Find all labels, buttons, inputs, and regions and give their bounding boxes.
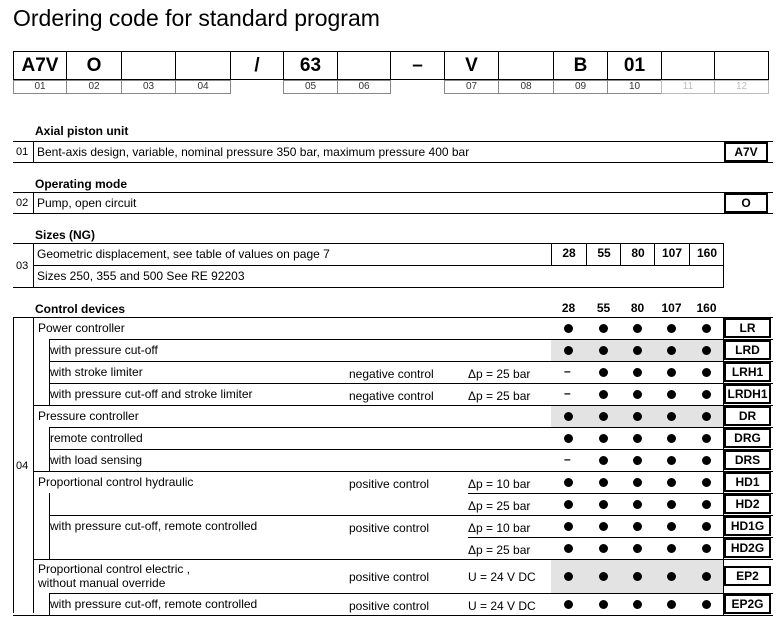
availability-dot <box>667 456 676 465</box>
page-title: Ordering code for standard program <box>13 5 380 31</box>
control-label: with load sensing <box>50 453 143 467</box>
availability-dot <box>564 572 573 581</box>
availability-dot <box>633 500 642 509</box>
code-position-14 <box>714 51 769 80</box>
control-note: positive control <box>349 477 430 491</box>
code-position-number: 03 <box>121 80 176 94</box>
availability-dot <box>667 522 676 531</box>
code-position-2: O <box>66 51 122 80</box>
sizes-desc-2: Sizes 250, 355 and 500 See RE 92203 <box>37 269 245 283</box>
availability-dot <box>667 390 676 399</box>
control-code: LR <box>724 318 771 338</box>
control-label: with pressure cut-off, remote controlled <box>50 597 258 611</box>
code-position-number: 01 <box>13 80 67 94</box>
control-delta: Δp = 25 bar <box>468 389 531 403</box>
availability-dot <box>633 544 642 553</box>
availability-dot <box>599 572 608 581</box>
axial-desc: Bent-axis design, variable, nominal pressure 350 bar, maximum pressure 400 bar <box>37 145 470 159</box>
availability-dot <box>599 346 608 355</box>
code-position-number: 08 <box>498 80 554 94</box>
code-position-number: 06 <box>337 80 391 94</box>
control-note: positive control <box>349 570 430 584</box>
mode-heading: Operating mode <box>35 177 128 191</box>
availability-dot <box>667 368 676 377</box>
availability-dot <box>633 434 642 443</box>
control-row <box>13 339 773 361</box>
control-row <box>13 427 773 449</box>
code-position-6: 63 <box>283 51 338 80</box>
code-position-number <box>230 80 284 94</box>
control-label: with pressure cut-off and stroke limiter <box>50 387 253 401</box>
axial-num: 01 <box>16 146 29 158</box>
availability-dot <box>564 600 573 609</box>
availability-dot <box>702 368 711 377</box>
code-position-number: 04 <box>175 80 231 94</box>
sizes-num: 03 <box>16 260 29 272</box>
code-position-13 <box>661 51 715 80</box>
availability-dot <box>667 572 676 581</box>
availability-dot <box>633 324 642 333</box>
availability-dot <box>599 434 608 443</box>
availability-dot <box>599 324 608 333</box>
control-note: positive control <box>349 521 430 535</box>
control-row <box>13 593 773 615</box>
control-row <box>13 361 773 383</box>
code-position-number: 07 <box>444 80 499 94</box>
code-position-1: A7V <box>13 51 67 80</box>
control-delta: U = 24 V DC <box>468 570 536 584</box>
control-size-label: 55 <box>596 301 611 315</box>
size-value: 160 <box>689 243 724 266</box>
availability-dot <box>702 522 711 531</box>
control-row <box>13 449 773 471</box>
availability-dot <box>667 500 676 509</box>
availability-dot <box>633 368 642 377</box>
control-code: EP2 <box>724 566 771 586</box>
control-delta: Δp = 10 bar <box>468 477 531 491</box>
control-note: negative control <box>349 367 434 381</box>
control-label: Power controller <box>38 321 125 335</box>
availability-dot <box>667 600 676 609</box>
control-row <box>13 317 773 339</box>
availability-dot <box>599 390 608 399</box>
control-label: with stroke limiter <box>50 365 143 379</box>
availability-dot <box>633 456 642 465</box>
availability-dot <box>599 478 608 487</box>
control-delta: Δp = 25 bar <box>468 367 531 381</box>
code-position-number: 09 <box>553 80 608 94</box>
code-position-number: 12 <box>714 80 769 94</box>
availability-dot <box>564 522 573 531</box>
availability-dot <box>702 324 711 333</box>
control-code: HD1 <box>724 472 771 492</box>
control-label: Proportional control electric , without manual override <box>38 562 191 590</box>
control-delta: Δp = 25 bar <box>468 499 531 513</box>
control-label: with pressure cut-off, remote controlled <box>50 519 258 533</box>
control-code: LRH1 <box>724 362 771 382</box>
availability-dot <box>599 544 608 553</box>
availability-dot <box>702 500 711 509</box>
availability-dot <box>633 478 642 487</box>
axial-row <box>13 141 768 163</box>
control-delta: Δp = 25 bar <box>468 543 531 557</box>
control-row <box>13 471 773 493</box>
availability-dot <box>599 522 608 531</box>
availability-dot <box>702 390 711 399</box>
not-available-dash: – <box>564 364 571 378</box>
code-position-12: 01 <box>607 51 662 80</box>
control-note: positive control <box>349 599 430 613</box>
availability-dot <box>633 572 642 581</box>
control-row <box>13 405 773 427</box>
control-size-label: 160 <box>696 301 717 315</box>
availability-dot <box>702 544 711 553</box>
sizes-desc-1: Geometric displacement, see table of values on page 7 <box>37 247 330 261</box>
code-position-3 <box>121 51 176 80</box>
control-delta: U = 24 V DC <box>468 599 536 613</box>
code-position-number: 02 <box>66 80 122 94</box>
code-position-10 <box>498 51 554 80</box>
sizes-heading: Sizes (NG) <box>35 228 96 242</box>
control-code: EP2G <box>724 594 771 614</box>
mode-num: 02 <box>16 197 29 209</box>
availability-dot <box>599 412 608 421</box>
code-position-number <box>390 80 445 94</box>
availability-dot <box>633 412 642 421</box>
availability-dot <box>702 600 711 609</box>
size-value: 28 <box>551 243 586 266</box>
availability-dot <box>564 412 573 421</box>
availability-dot <box>599 456 608 465</box>
availability-dot <box>702 572 711 581</box>
control-row <box>13 493 773 515</box>
availability-dot <box>702 346 711 355</box>
availability-dot <box>633 600 642 609</box>
availability-dot <box>633 346 642 355</box>
code-position-7 <box>337 51 391 80</box>
code-position-9: V <box>444 51 499 80</box>
code-position-11: B <box>553 51 608 80</box>
availability-dot <box>633 390 642 399</box>
availability-dot <box>564 478 573 487</box>
control-label: remote controlled <box>50 431 143 445</box>
control-size-label: 28 <box>561 301 576 315</box>
availability-dot <box>667 478 676 487</box>
control-note: negative control <box>349 389 434 403</box>
size-value: 55 <box>586 243 621 266</box>
availability-dot <box>667 346 676 355</box>
control-heading: Control devices <box>35 302 126 316</box>
availability-dot <box>564 544 573 553</box>
code-position-number: 11 <box>661 80 715 94</box>
not-available-dash: – <box>564 386 571 400</box>
availability-dot <box>564 346 573 355</box>
control-size-label: 80 <box>630 301 645 315</box>
control-row <box>13 383 773 405</box>
control-code: HD1G <box>724 516 771 536</box>
control-size-header <box>551 301 725 315</box>
control-delta: Δp = 10 bar <box>468 521 531 535</box>
control-size-label: 107 <box>661 301 682 315</box>
availability-dot <box>599 368 608 377</box>
code-position-8: – <box>390 51 445 80</box>
availability-dot <box>564 324 573 333</box>
availability-dot <box>667 434 676 443</box>
availability-dot <box>564 500 573 509</box>
control-table <box>13 317 773 613</box>
not-available-dash: – <box>564 452 571 466</box>
code-position-number: 05 <box>283 80 338 94</box>
control-label: with pressure cut-off <box>50 343 158 357</box>
control-code: LRD <box>724 340 771 360</box>
code-A7V: A7V <box>724 142 768 162</box>
availability-dot <box>633 522 642 531</box>
code-position-4 <box>175 51 231 80</box>
availability-dot <box>702 412 711 421</box>
control-row <box>13 515 773 537</box>
availability-dot <box>564 434 573 443</box>
mode-row <box>13 192 773 214</box>
code-position-number: 10 <box>607 80 662 94</box>
control-code: DRS <box>724 450 771 470</box>
availability-dot <box>702 456 711 465</box>
code-O: O <box>724 193 768 213</box>
control-label: Pressure controller <box>38 409 139 423</box>
availability-dot <box>599 500 608 509</box>
availability-dot <box>667 544 676 553</box>
control-code: LRDH1 <box>724 384 771 404</box>
size-value: 80 <box>620 243 655 266</box>
code-position-5: / <box>230 51 284 80</box>
sizes-row <box>13 243 773 288</box>
control-label: Proportional control hydraulic <box>38 475 194 489</box>
availability-dot <box>667 324 676 333</box>
availability-dot <box>702 478 711 487</box>
control-code: HD2G <box>724 538 771 558</box>
axial-heading: Axial piston unit <box>35 124 129 138</box>
control-row <box>13 559 773 593</box>
control-num: 04 <box>16 460 29 472</box>
control-row <box>13 537 773 559</box>
availability-dot <box>599 600 608 609</box>
control-code: HD2 <box>724 494 771 514</box>
availability-dot <box>667 412 676 421</box>
control-code: DR <box>724 406 771 426</box>
control-code: DRG <box>724 428 771 448</box>
size-values <box>551 243 725 265</box>
availability-dot <box>702 434 711 443</box>
mode-desc: Pump, open circuit <box>37 196 137 210</box>
size-value: 107 <box>654 243 689 266</box>
